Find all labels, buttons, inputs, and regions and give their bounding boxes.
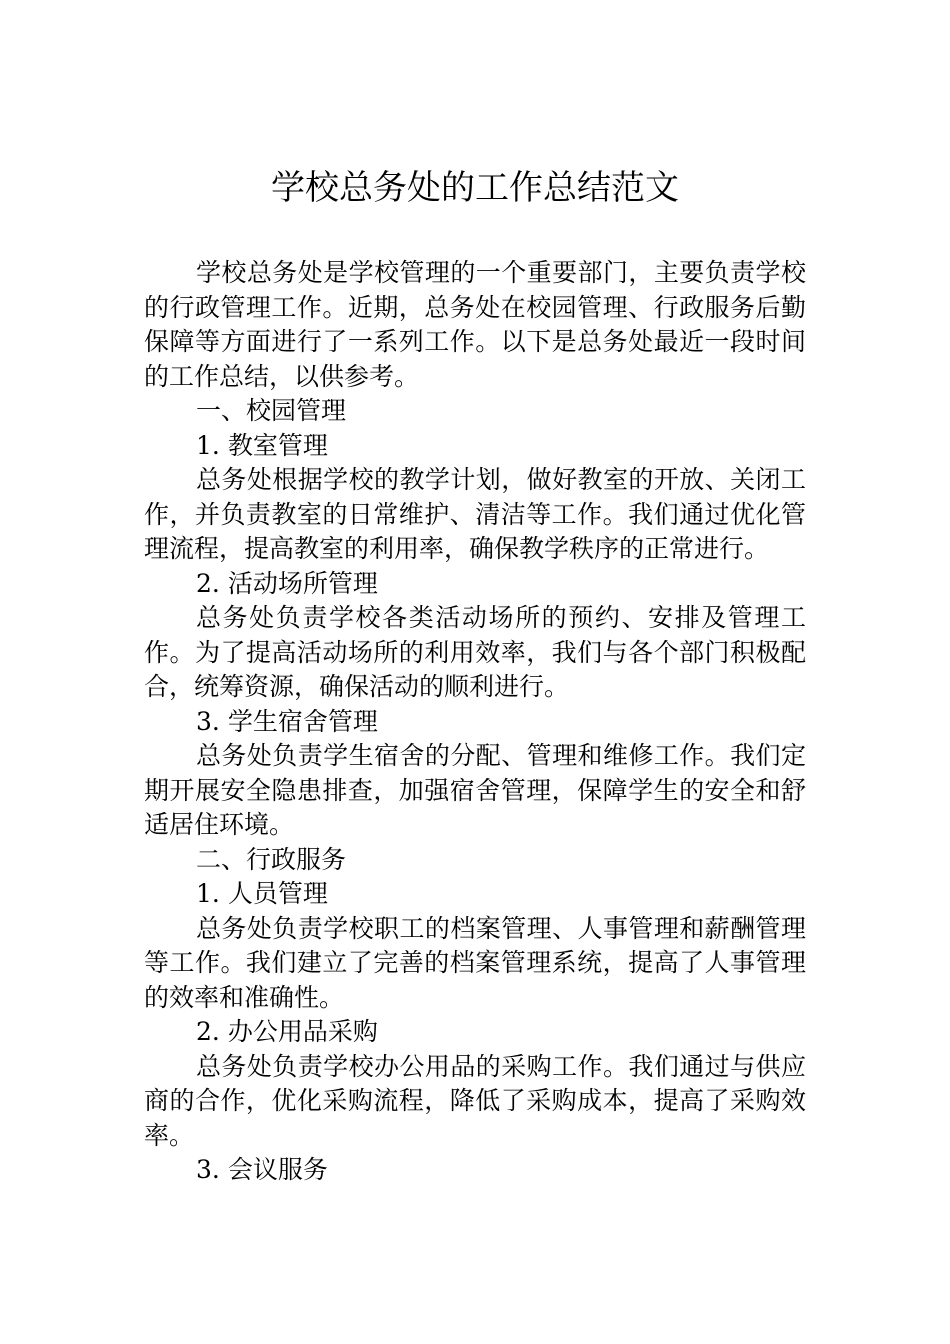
- paragraph-classroom-management: 总务处根据学校的教学计划，做好教室的开放、关闭工作，并负责教室的日常维护、清洁等工作。我们通过优化管理流程，提高教室的利用率，确保教学秩序的正常进行。: [144, 465, 806, 563]
- item-title: 活动场所管理: [227, 568, 378, 598]
- item-number: 3.: [196, 706, 220, 736]
- paragraph-personnel-management: 总务处负责学校职工的档案管理、人事管理和薪酬管理等工作。我们建立了完善的档案管理系统，提高了人事管理的效率和准确性。: [144, 913, 806, 1012]
- paragraph-dormitory-management: 总务处负责学生宿舍的分配、管理和维修工作。我们定期开展安全隐患排查，加强宿舍管理，保障学生的安全和舒适居住环境。: [144, 741, 806, 839]
- section-heading-administrative-services: 二、行政服务: [196, 844, 347, 874]
- subheading-venue-management: [144, 567, 806, 602]
- item-number: 2.: [196, 1017, 220, 1046]
- document-title: 学校总务处的工作总结范文: [271, 168, 679, 208]
- item-title: 会议服务: [227, 1155, 328, 1184]
- item-title: 人员管理: [227, 879, 328, 908]
- item-title: 办公用品采购: [227, 1017, 378, 1046]
- item-title: 教室管理: [227, 430, 328, 460]
- subheading-dormitory-management: [144, 705, 806, 740]
- item-title: 学生宿舍管理: [227, 706, 378, 736]
- subheading-meeting-services: [144, 1153, 806, 1188]
- item-number: 3.: [196, 1155, 220, 1184]
- subheading-office-supplies: [144, 1015, 806, 1050]
- item-number: 1.: [196, 879, 220, 908]
- paragraph-venue-management: 总务处负责学校各类活动场所的预约、安排及管理工作。为了提高活动场所的利用效率，我们与各个部门积极配合，统筹资源，确保活动的顺利进行。: [144, 603, 806, 701]
- item-number: 2.: [196, 568, 220, 598]
- document-body: [144, 256, 806, 1188]
- subheading-classroom-management: [144, 429, 806, 464]
- item-number: 1.: [196, 430, 220, 460]
- intro-paragraph: 学校总务处是学校管理的一个重要部门，主要负责学校的行政管理工作。近期，总务处在校园管理、行政服务后勤保障等方面进行了一系列工作。以下是总务处最近一段时间的工作总结，以供参考。: [144, 258, 806, 391]
- subheading-personnel-management: [144, 877, 806, 912]
- section-heading-campus-management: 一、校园管理: [196, 396, 347, 425]
- paragraph-office-supplies: 总务处负责学校办公用品的采购工作。我们通过与供应商的合作，优化采购流程，降低了采购成本，提高了采购效率。: [144, 1051, 806, 1150]
